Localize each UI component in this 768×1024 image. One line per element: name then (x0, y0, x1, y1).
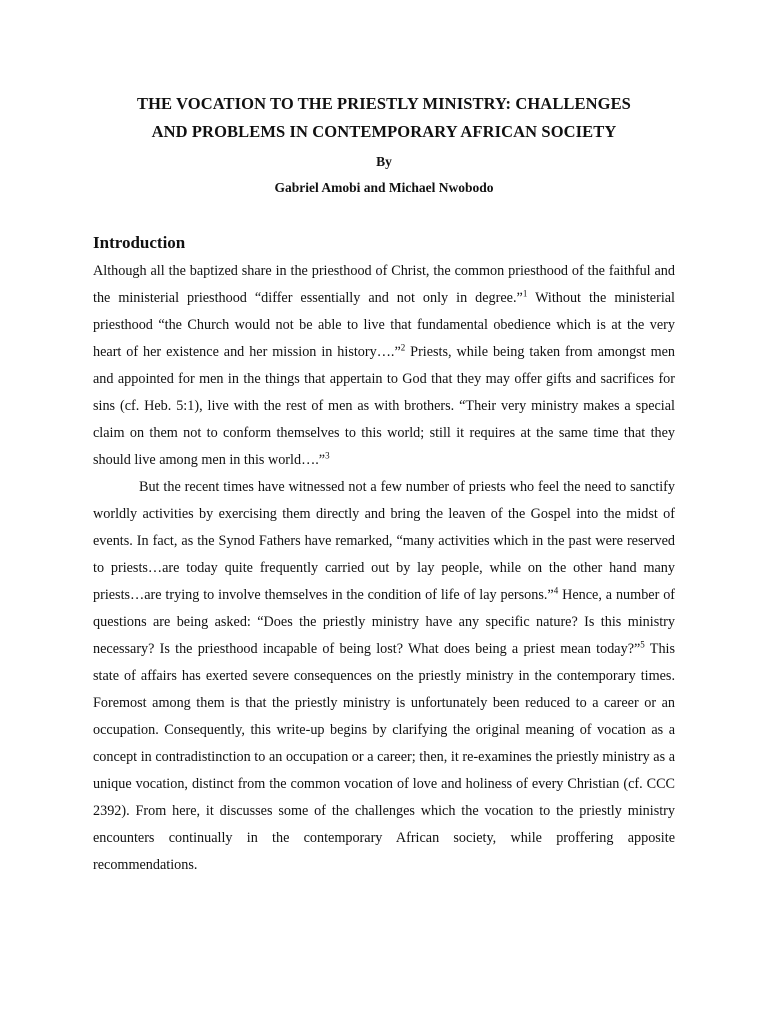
paragraph-2-sentence-1: But the recent times have witnessed not a few number of priests who feel the need to sanctify worldly activities by exercising them directly and bring the leaven of the Gospel into the midst of events. In fact, as the Synod Fathers have remarked, “many activities which in the past were reserved to priests…are today quite frequently carried out by lay people, while on the other hand many priests…are trying to involve themselves in the condition of life of lay persons.” (93, 479, 675, 603)
paragraph-1 (93, 258, 675, 474)
paragraph-1-sentence-2: Without the ministerial priesthood “the Church would not be able to live that fundamental obedience which is at the very heart of her existence and her mission in history….” (93, 290, 675, 360)
authors: Gabriel Amobi and Michael Nwobodo (274, 180, 494, 195)
footnote-ref-1: 1 (522, 288, 528, 299)
title-line-1: THE VOCATION TO THE PRIESTLY MINISTRY: CHALLENGES (137, 94, 631, 113)
paragraph-1-sentence-3: Priests, while being taken from amongst men and appointed for men in the things that appertain to God that they may offer gifts and sacrifices for sins (cf. Heb. 5:1), live with the rest of men as with brothers. “Their very ministry makes a special claim on them not to conform themselves to this world; still it requires at the same time that they should live among men in this world….” (93, 344, 675, 468)
footnote-ref-2: 2 (400, 342, 406, 353)
footnote-ref-4: 4 (553, 585, 559, 596)
footnote-ref-3: 3 (325, 450, 330, 461)
paragraph-1-sentence-1: Although all the baptized share in the priesthood of Christ, the common priesthood of the faithful and the ministerial priesthood “differ essentially and not only in degree.” (93, 263, 675, 306)
document-title (93, 90, 675, 146)
title-line-2: AND PROBLEMS IN CONTEMPORARY AFRICAN SOCIETY (151, 122, 617, 141)
paragraph-2 (93, 474, 675, 879)
paragraph-2-sentence-2: Hence, a number of questions are being asked: “Does the priestly ministry have any specific nature? Is this ministry necessary? Is the priesthood incapable of being lost? What does being a priest mean today?” (93, 587, 676, 657)
section-heading-introduction: Introduction (93, 233, 186, 252)
byline: By (376, 154, 392, 169)
paragraph-2-sentence-3: This state of affairs has exerted severe consequences on the priestly ministry in the contemporary times. Foremost among them is that the priestly ministry is unfortunately been reduced to a career or an occupation. Consequently, this write-up begins by clarifying the original meaning of vocation as a concept in contradistinction to an occupation or a career; then, it re-examines the priestly ministry as a unique vocation, distinct from the common vocation of love and holiness of every Christian (cf. CCC 2392). From here, it discusses some of the challenges which the vocation to the priestly ministry encounters continually in the contemporary African society, while proffering apposite recommendations. (93, 641, 675, 873)
footnote-ref-5: 5 (640, 639, 645, 650)
